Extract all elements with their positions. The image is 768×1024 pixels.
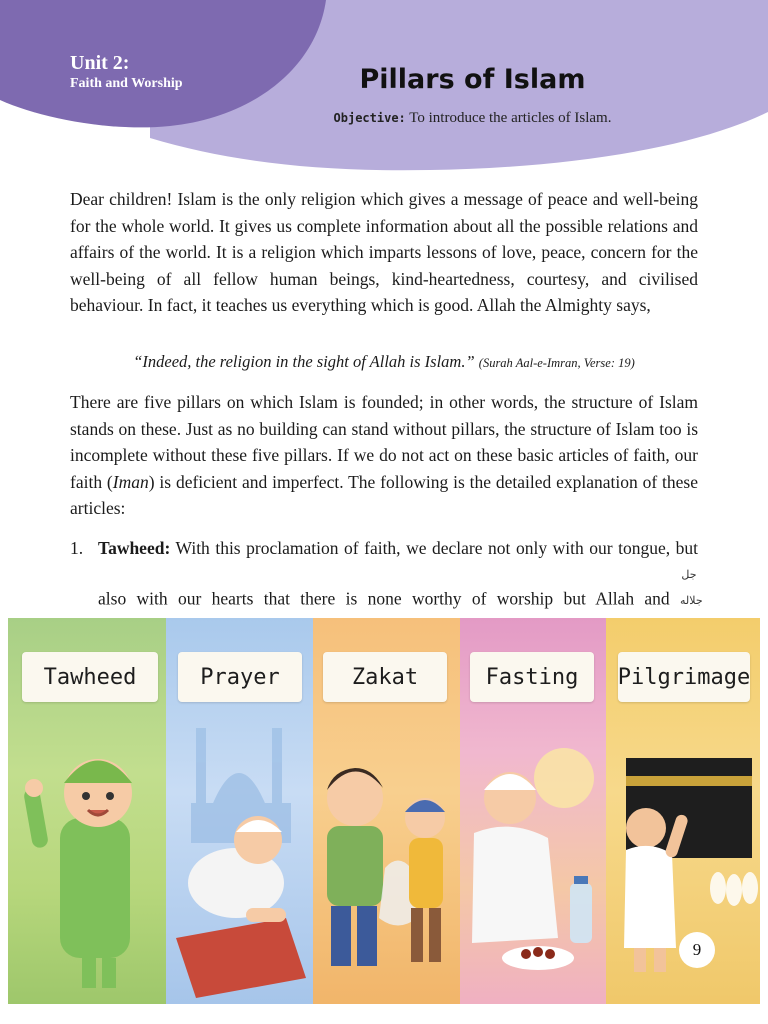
- header-background: [0, 0, 768, 190]
- panel-label-prayer: Prayer: [178, 652, 302, 702]
- panel-tawheed: [8, 618, 166, 1004]
- panel-prayer: [166, 618, 313, 1004]
- objective-label: Objective:: [333, 111, 406, 125]
- objective: [330, 110, 615, 127]
- intro-paragraph: Dear children! Islam is the only religion which gives a message of peace and well-being for the whole world. It gives us complete information about all the possible relations and affairs of the world. It is a religion which imparts lessons of love, peace, concern for the well-being of all fellow human beings, kind-heartedness, courtesy, and civilised behaviour. In fact, it teaches us everything which is good. Allah the Almighty says,: [70, 189, 698, 316]
- quote-text: “Indeed, the religion in the sight of Allah is Islam.”: [133, 352, 475, 371]
- quran-quote: [70, 352, 698, 372]
- panel-label-pilgrimage: Pilgrimage: [618, 652, 750, 702]
- fasting-boy-illustration: [460, 618, 606, 1004]
- pillars-paragraph: [70, 389, 698, 522]
- unit-subtitle: Faith and Worship: [70, 76, 183, 91]
- unit-title: Unit 2:: [70, 52, 130, 74]
- list-number: 1.: [70, 538, 84, 558]
- unit-heading: [70, 52, 183, 94]
- panel-zakat: [313, 618, 460, 1004]
- page-title: Pillars of Islam: [359, 64, 586, 95]
- item-text-a: With this proclamation of faith, we declare not only with our tongue, but also with our hearts that there is none worthy of worship but Allah and: [98, 538, 698, 609]
- pillars-text-b: ) is deficient and imperfect. The following is the detailed explanation of these articles:: [70, 471, 698, 519]
- page-number: 9: [679, 932, 715, 968]
- list-term: Tawheed:: [98, 538, 171, 558]
- panel-label-fasting: Fasting: [470, 652, 594, 702]
- objective-text: To introduce the articles of Islam.: [405, 110, 612, 126]
- panel-label-tawheed: Tawheed: [22, 652, 158, 702]
- praying-boy-illustration: [166, 618, 313, 1004]
- pillars-text-a: There are five pillars on which Islam is founded; in other words, the structure of Islam stands on these. Just as no building can stand without pillars, the structure of Islam too is incomplete without these five pillars. If we do not act on these basic articles of faith, our faith (: [70, 392, 698, 492]
- panel-fasting: [460, 618, 606, 1004]
- giving-charity-illustration: [313, 618, 460, 1004]
- boy-pointing-illustration: [8, 618, 166, 1004]
- quote-reference: (Surah Aal-e-Imran, Verse: 19): [478, 356, 635, 370]
- panel-label-zakat: Zakat: [323, 652, 447, 702]
- iman-term: Iman: [112, 471, 149, 492]
- honorific-allah-symbol: جل جلاله: [680, 568, 703, 608]
